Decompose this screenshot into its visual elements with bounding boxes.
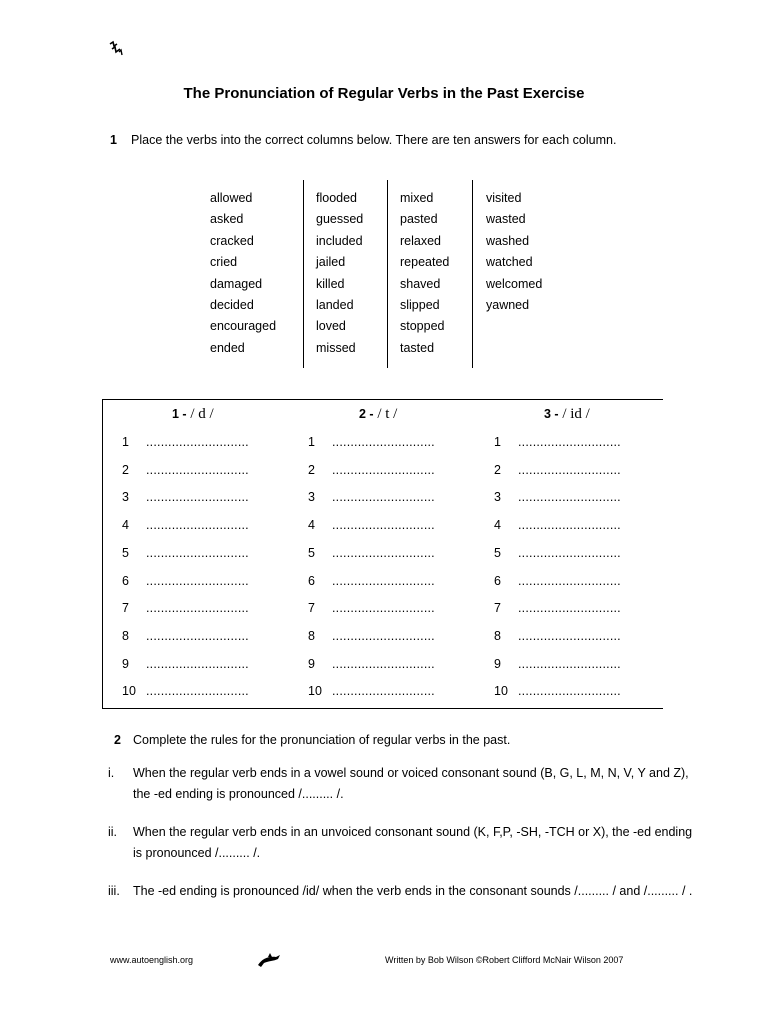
answer-row [494,601,621,615]
verb-word: included [316,233,363,248]
column-number: 2 - [359,407,374,421]
rule-numeral: iii. [108,884,120,898]
verb-word: yawned [486,298,530,313]
word-column [486,180,542,316]
answer-row [308,629,435,643]
answer-row [122,546,249,560]
answer-blank[interactable]: ............................ [518,490,621,505]
answer-blank[interactable]: ............................ [146,518,249,533]
rule-line: is pronounced /......... /. [133,846,261,860]
answer-row [122,463,249,477]
row-number: 3 [494,490,501,505]
column-header [359,406,549,423]
row-number: 3 [308,490,315,505]
verb-word: flooded [316,191,358,205]
verb-word: guessed [316,212,364,227]
answer-row [494,629,621,643]
answer-blank[interactable]: ............................ [518,656,621,671]
footer-credit: Written by Bob Wilson ©Robert Clifford McNair Wilson 2007 [385,955,624,965]
row-number: 9 [494,656,501,671]
row-number: 6 [494,573,501,588]
answer-blank[interactable]: ............................ [332,656,435,671]
answer-row [308,463,435,477]
verb-word: wasted [486,212,526,227]
word-divider [303,180,304,368]
column-header [172,406,362,423]
word-divider [472,180,473,368]
verb-word: cried [210,255,238,270]
row-number: 10 [122,684,136,699]
row-number: 9 [308,656,315,671]
row-number: 8 [494,628,501,643]
birds-icon [108,40,128,58]
verb-word: washed [486,233,530,248]
answer-row [494,657,621,671]
verb-word: watched [486,255,533,270]
row-number: 7 [494,601,501,616]
answer-blank[interactable]: ............................ [518,628,621,643]
answer-blank[interactable]: ............................ [518,545,621,560]
answer-row [308,657,435,671]
verb-word: decided [210,298,254,313]
verb-word: slipped [400,298,440,313]
answer-blank[interactable]: ............................ [332,490,435,505]
row-number: 7 [122,601,129,616]
row-number: 4 [494,518,501,533]
answer-blank[interactable]: ............................ [332,573,435,588]
verb-word: relaxed [400,233,441,248]
word-column [210,180,276,359]
row-number: 2 [122,462,129,477]
row-number: 10 [494,684,508,699]
row-number: 5 [122,545,129,560]
verb-word: visited [486,191,522,205]
answer-blank[interactable]: ............................ [146,462,249,477]
answer-row [494,574,621,588]
column-sound: / id / [562,406,590,422]
column-sound: / d / [190,406,214,422]
answer-blank[interactable]: ............................ [518,462,621,477]
row-number: 8 [122,628,129,643]
answer-row [308,518,435,532]
answer-row [122,657,249,671]
answer-row [494,518,621,532]
row-number: 1 [122,435,129,449]
answer-row [494,435,621,449]
footer-website: www.autoenglish.org [110,955,194,965]
answer-row [494,546,621,560]
verb-word: cracked [210,233,254,248]
row-number: 7 [308,601,315,616]
answer-row [308,490,435,504]
answer-blank[interactable]: ............................ [332,601,435,616]
row-number: 1 [308,435,315,449]
answer-blank[interactable]: ............................ [332,435,435,449]
answer-blank[interactable]: ............................ [146,684,249,699]
word-divider [387,180,388,368]
answer-blank[interactable]: ............................ [332,462,435,477]
answer-row [122,629,249,643]
verb-word: stopped [400,319,445,334]
answer-blank[interactable]: ............................ [146,628,249,643]
verb-word: ended [210,340,245,355]
answer-blank[interactable]: ............................ [146,545,249,560]
answer-blank[interactable]: ............................ [146,601,249,616]
word-column [316,180,363,359]
rule-line: When the regular verb ends in an unvoiced consonant sound (K, F,P, -SH, -TCH or X), the -ed ending [133,825,693,839]
row-number: 8 [308,628,315,643]
row-number: 5 [494,545,501,560]
verb-word: missed [316,340,356,355]
answer-row [122,435,249,449]
answer-blank[interactable]: ............................ [332,518,435,533]
rule-line: the -ed ending is pronounced /......... /. [133,787,344,801]
answer-row [122,574,249,588]
rule-numeral: ii. [108,825,118,839]
answer-blank[interactable]: ............................ [146,573,249,588]
verb-word: damaged [210,276,263,291]
answer-row [308,435,435,449]
question-2-text: Complete the rules for the pronunciation of regular verbs in the past. [133,733,511,747]
answer-blank[interactable]: ............................ [146,490,249,505]
answer-row [122,601,249,615]
answer-row [494,463,621,477]
answer-row [122,518,249,532]
rule-line: The -ed ending is pronounced /id/ when the verb ends in the consonant sounds /......... / and /......... / . [133,884,693,898]
question-1-number: 1 [110,133,117,147]
row-number: 10 [308,684,322,699]
verb-word: tasted [400,340,435,355]
answer-blank[interactable]: ............................ [518,518,621,533]
answer-blank[interactable]: ............................ [518,684,621,699]
word-column [400,180,449,359]
row-number: 5 [308,545,315,560]
verb-word: mixed [400,191,434,205]
answer-blank[interactable]: ............................ [518,573,621,588]
row-number: 3 [122,490,129,505]
answer-blank[interactable]: ............................ [518,435,621,449]
answer-blank[interactable]: ............................ [146,656,249,671]
answer-row [122,684,249,698]
answer-blank[interactable]: ............................ [332,628,435,643]
answer-blank[interactable]: ............................ [332,684,435,699]
question-1 [110,133,616,147]
question-2-number: 2 [114,733,121,747]
question-2 [114,733,510,747]
verb-word: allowed [210,191,253,205]
rule-line: When the regular verb ends in a vowel sound or voiced consonant sound (B, G, L, M, N, V, Y and Z), [133,766,689,780]
column-sound: / t / [377,406,398,422]
answer-blank[interactable]: ............................ [146,435,249,449]
verb-word: pasted [400,212,438,227]
answer-row [308,546,435,560]
column-number: 3 - [544,407,559,421]
verb-word: shaved [400,276,441,291]
question-1-text: Place the verbs into the correct columns below. There are ten answers for each column. [131,133,617,147]
verb-word: repeated [400,255,450,270]
answer-blank[interactable]: ............................ [332,545,435,560]
dolphin-icon [256,951,282,969]
row-number: 2 [494,462,501,477]
answer-row [494,490,621,504]
row-number: 6 [122,573,129,588]
row-number: 4 [122,518,129,533]
verb-word: encouraged [210,319,277,334]
verb-word: welcomed [486,276,543,291]
row-number: 1 [494,435,501,449]
answer-row [308,574,435,588]
answer-row [122,490,249,504]
row-number: 9 [122,656,129,671]
rule-numeral: i. [108,766,115,780]
page-title: The Pronunciation of Regular Verbs in the Past Exercise [183,85,585,102]
row-number: 2 [308,462,315,477]
verb-word: landed [316,298,354,313]
answer-blank[interactable]: ............................ [518,601,621,616]
answer-row [308,684,435,698]
verb-word: killed [316,276,345,291]
column-number: 1 - [172,407,187,421]
row-number: 6 [308,573,315,588]
row-number: 4 [308,518,315,533]
verb-word: loved [316,319,346,334]
verb-word: jailed [316,255,346,270]
verb-word: asked [210,212,244,227]
answer-table-border [102,399,103,708]
answer-row [308,601,435,615]
column-header [544,406,734,423]
answer-row [494,684,621,698]
